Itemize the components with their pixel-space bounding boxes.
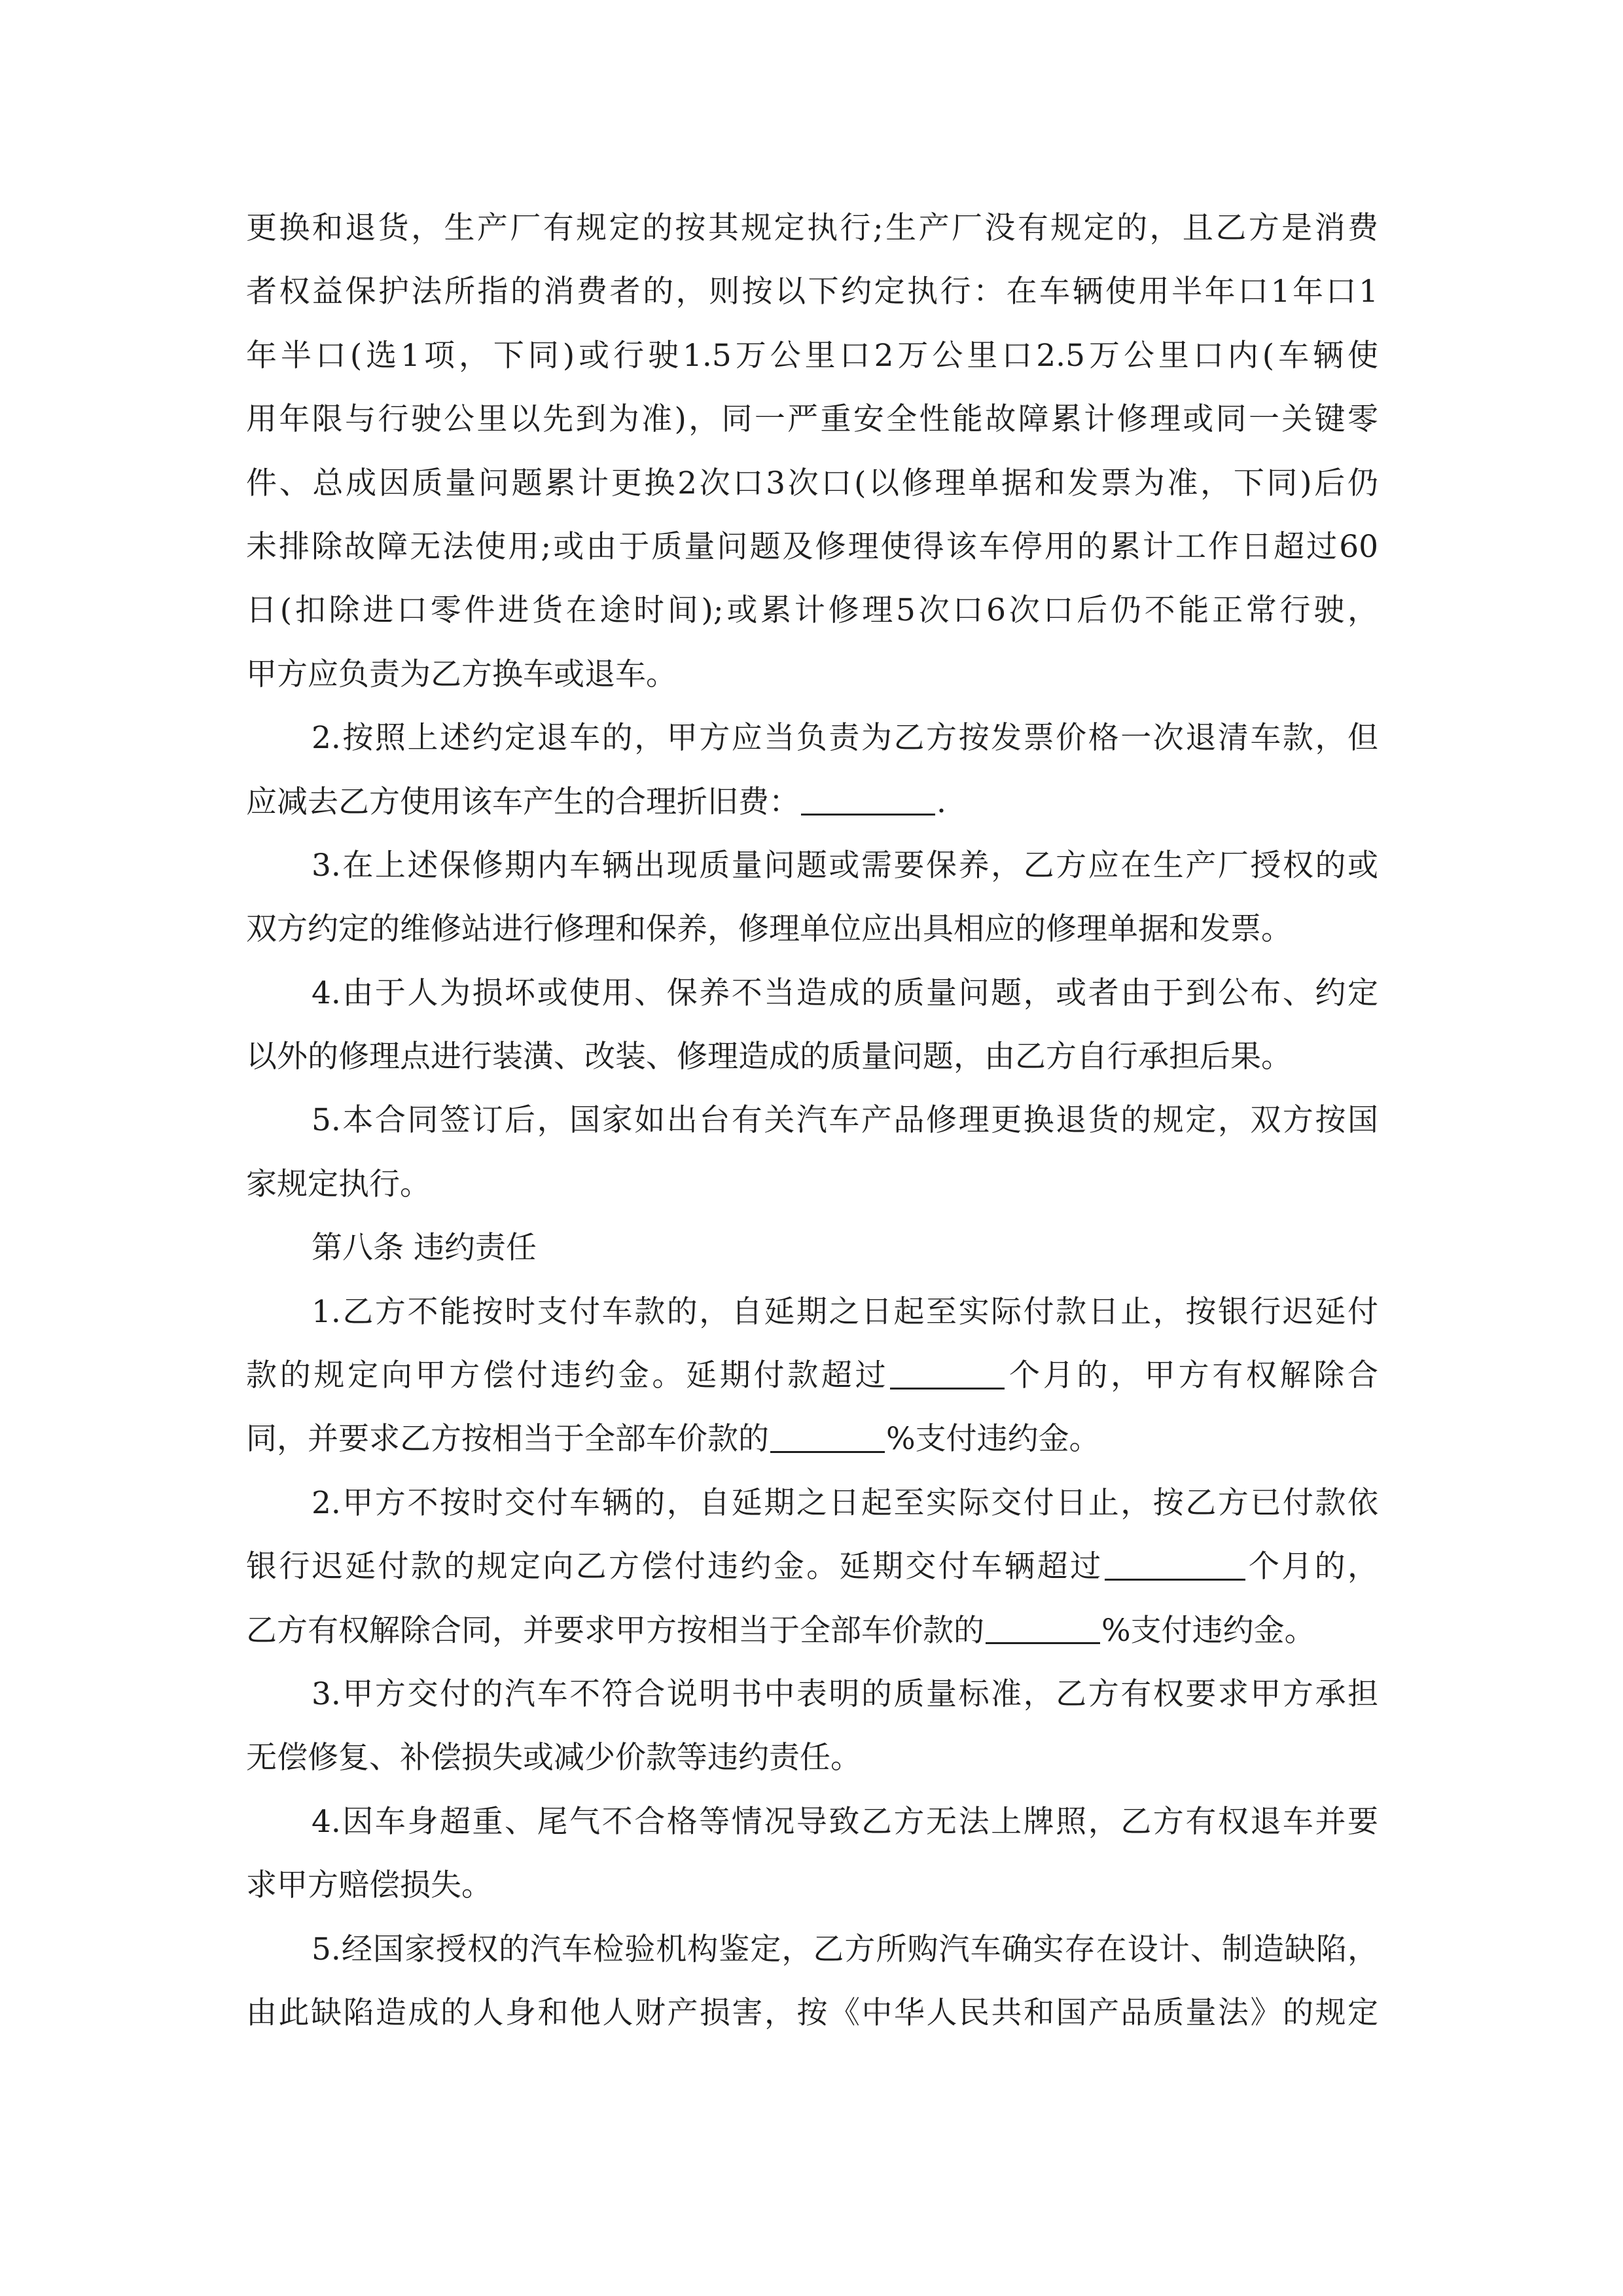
text-span: %支付违约金。 bbox=[1101, 1612, 1315, 1649]
text-line: 者权益保护法所指的消费者的，则按以下约定执行：在车辆使用半年口1年口1 bbox=[246, 274, 1378, 310]
text-span: 乙方有权解除合同，并要求甲方按相当于全部车价款的 bbox=[246, 1612, 984, 1649]
months-blank bbox=[1105, 1548, 1245, 1581]
text-span: . bbox=[936, 783, 946, 820]
clause-5-line: 家规定执行。 bbox=[246, 1166, 431, 1202]
article-8-clause-5-line: 由此缺陷造成的人身和他人财产损害，按《中华人民共和国产品质量法》的规定 bbox=[246, 1994, 1378, 2031]
clause-3-line: 双方约定的维修站进行修理和保养，修理单位应出具相应的修理单据和发票。 bbox=[246, 911, 1292, 948]
depreciation-blank bbox=[801, 783, 935, 816]
clause-4-line: 4.由于人为损坏或使用、保养不当造成的质量问题，或者由于到公布、约定 bbox=[312, 975, 1378, 1011]
clause-2-line: 2.按照上述约定退车的，甲方应当负责为乙方按发票价格一次退清车款，但 bbox=[312, 720, 1378, 757]
text-span: 同，并要求乙方按相当于全部车价款的 bbox=[246, 1421, 769, 1458]
clause-3-line: 3.在上述保修期内车辆出现质量问题或需要保养，乙方应在生产厂授权的或 bbox=[312, 847, 1378, 884]
text-line: 更换和退货，生产厂有规定的按其规定执行;生产厂没有规定的，且乙方是消费 bbox=[246, 210, 1378, 246]
percent-blank bbox=[986, 1611, 1100, 1644]
text-span: 款的规定向甲方偿付违约金。延期付款超过 bbox=[246, 1357, 889, 1394]
text-span: %支付违约金。 bbox=[886, 1421, 1100, 1458]
article-8-clause-5-line: 5.经国家授权的汽车检验机构鉴定，乙方所购汽车确实存在设计、制造缺陷， bbox=[312, 1931, 1378, 1967]
text-span: 个月的， bbox=[1246, 1549, 1379, 1585]
text-line: 日(扣除进口零件进货在途时间);或累计修理5次口6次口后仍不能正常行驶， bbox=[246, 592, 1378, 629]
text-line: 甲方应负责为乙方换车或退车。 bbox=[246, 656, 677, 692]
clause-5-line: 5.本合同签订后，国家如出台有关汽车产品修理更换退货的规定，双方按国 bbox=[312, 1102, 1378, 1139]
article-8-clause-2-line bbox=[246, 1599, 1378, 1662]
text-line: 用年限与行驶公里以先到为准)，同一严重安全性能故障累计修理或同一关键零 bbox=[246, 401, 1378, 438]
text-span: 个月的，甲方有权解除合 bbox=[1006, 1357, 1379, 1394]
percent-blank bbox=[770, 1420, 885, 1453]
text-line: 未排除故障无法使用;或由于质量问题及修理使得该车停用的累计工作日超过60 bbox=[246, 528, 1378, 565]
months-blank bbox=[890, 1357, 1005, 1390]
article-8-clause-4-line: 4.因车身超重、尾气不合格等情况导致乙方无法上牌照，乙方有权退车并要 bbox=[312, 1803, 1378, 1840]
article-8-clause-4-line: 求甲方赔偿损失。 bbox=[246, 1867, 492, 1904]
text-line: 件、总成因质量问题累计更换2次口3次口(以修理单据和发票为准，下同)后仍 bbox=[246, 465, 1378, 501]
text-span: 银行迟延付款的规定向乙方偿付违约金。延期交付车辆超过 bbox=[246, 1549, 1103, 1585]
clause-2-line bbox=[246, 770, 1378, 834]
article-8-clause-3-line: 无偿修复、补偿损失或减少价款等违约责任。 bbox=[246, 1740, 861, 1776]
text-span: 应减去乙方使用该车产生的合理折旧费： bbox=[246, 783, 800, 820]
article-8-clause-2-line: 2.甲方不按时交付车辆的，自延期之日起至实际交付日止，按乙方已付款依 bbox=[312, 1484, 1378, 1521]
article-8-clause-1-line: 1.乙方不能按时支付车款的，自延期之日起至实际付款日止，按银行迟延付 bbox=[312, 1293, 1378, 1330]
article-8-heading: 第八条 违约责任 bbox=[312, 1230, 537, 1266]
contract-body bbox=[246, 196, 1378, 2045]
clause-4-line: 以外的修理点进行装潢、改装、修理造成的质量问题，由乙方自行承担后果。 bbox=[246, 1039, 1292, 1075]
article-8-clause-2-line bbox=[246, 1535, 1378, 1598]
article-8-clause-1-line bbox=[246, 1407, 1378, 1471]
article-8-clause-3-line: 3.甲方交付的汽车不符合说明书中表明的质量标准，乙方有权要求甲方承担 bbox=[312, 1676, 1378, 1712]
article-8-clause-1-line bbox=[246, 1344, 1378, 1407]
text-line: 年半口(选1项，下同)或行驶1.5万公里口2万公里口2.5万公里口内(车辆使 bbox=[246, 337, 1378, 374]
